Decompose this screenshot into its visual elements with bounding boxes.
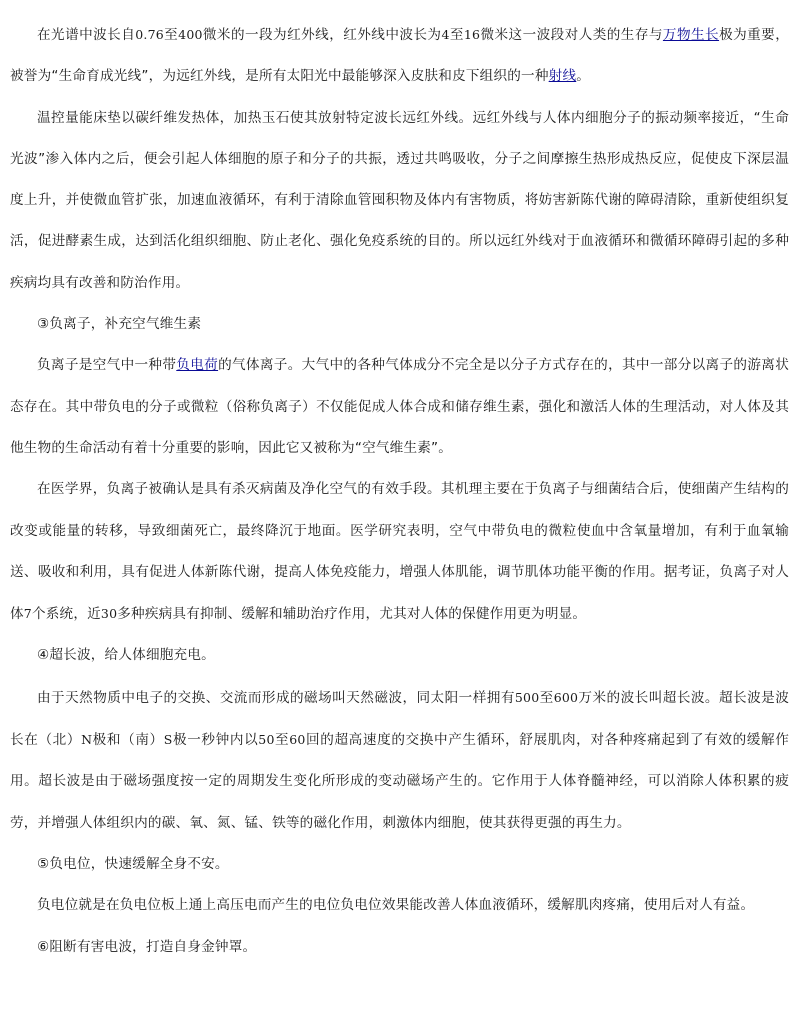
paragraph-far-infrared-intro	[10, 14, 789, 98]
text-segment: ⑥阻断有害电波，打造自身金钟罩。	[37, 938, 257, 955]
paragraph-far-infrared-mattress	[10, 98, 789, 304]
text-segment: 个系统，近	[31, 606, 101, 623]
text-segment: 至	[163, 27, 179, 43]
text-segment: 在光谱中波长自	[37, 27, 136, 43]
inline-number: N	[81, 732, 93, 748]
text-segment: 温控量能床垫以碳纤维发热体，加热玉石使其放射特定波长远红外线。远红外线与人体内细胞分子的振动频率接近，“生命光波”渗入体内之后，便会引起人体细胞的原子和分子的共振，透过共鸣吸收，分子之间摩擦生热形成热反应，促使皮下深层温度上升，并使微血管扩张，加速血液循环，有利于清除血管囤积物及体内有害物质，将妨害新陈代谢的障碍清除，重新使组织复活，促进酵素生成，达到活化组织细胞、防止老化、强化免疫系统的目的。所以远红外线对于血液循环和微循环障碍引起的多种疾病均具有改善和防治作用。	[10, 109, 789, 291]
text-segment: 负离子是空气中一种带	[37, 357, 177, 374]
text-segment: ④超长波，给人体细胞充电。	[37, 647, 215, 664]
text-segment: 至	[539, 689, 554, 706]
inline-number: 50	[258, 732, 275, 748]
text-segment: 由于天然物质中电子的交换、交流而形成的磁场叫天然磁波，同太阳一样拥有	[37, 689, 515, 706]
text-segment: 在医学界，负离子被确认是具有杀灭病菌及净化空气的有效手段。其机理主要在于负离子与细菌结合后，使细菌产生结构的改变或能量的转移，导致细菌死亡，最终降沉于地面。医学研究表明，空气中带负电的微粒使血中含氧量增加，有利于血氧输送、吸收和利用，具有促进人体新陈代谢，提高人体免疫能力，增强人体肌能，调节肌体功能平衡的作用。据考证，负离子对人体	[10, 481, 789, 623]
text-segment: 微米这一波段对人类的生存与	[480, 27, 663, 43]
text-segment: ③负离子，补充空气维生素	[37, 316, 202, 333]
text-segment: 极一秒钟内以	[172, 732, 259, 749]
text-segment: 极和（南）	[92, 732, 164, 749]
text-segment: 多种疾病具有抑制、缓解和辅助治疗作用，尤其对人体的保健作用更为明显。	[117, 606, 587, 623]
inline-number: 4	[441, 27, 450, 42]
text-segment: 负电位就是在负电位板上通上高压电而产生的电位负电位效果能改善人体血液循环，缓解肌肉疼痛，使用后对人有益。	[37, 897, 755, 914]
text-segment: 至	[449, 27, 464, 43]
text-segment: 回的超高速度的交换中产生循环，舒展肌肉，对各种疼痛起到了有效的缓解作用。超长波是由于磁场强度按一定的周期发生变化所形成的变动磁场产生的。它作用于人体脊髓神经，可以消除人体积累的疲劳，并增强人体组织内的碳、氧、氮、锰、铁等的磁化作用，刺激体内细胞，使其获得更强的再生力。	[10, 732, 790, 831]
text-segment: 。	[576, 68, 591, 85]
heading-negative-potential	[10, 844, 789, 885]
inline-number: 500	[514, 689, 540, 705]
text-segment: 至	[274, 732, 290, 749]
inline-number: 30	[100, 606, 118, 622]
heading-negative-ion	[10, 304, 789, 345]
paragraph-negative-ion-medical	[10, 469, 789, 635]
heading-block-harmful-waves	[10, 927, 789, 968]
inline-number: 400	[178, 27, 203, 42]
text-segment: 极为重要，被誉为“生命育成光线”，为远红外线，是所有太阳光中最能够深入皮肤和皮下组织的一种	[10, 27, 789, 85]
paragraph-negative-potential	[10, 885, 789, 926]
text-segment: ⑤负电位，快速缓解全身不安。	[37, 855, 229, 872]
text-segment: 万米的波长叫超长波。超长波是波长在（北）	[10, 689, 790, 749]
paragraph-negative-ion-definition	[10, 345, 789, 469]
text-segment: 微米的一段为红外线，红外线中波长为	[202, 27, 442, 43]
inline-number: S	[163, 732, 173, 748]
link-fudianhe[interactable]: 负电荷	[176, 357, 219, 374]
inline-number: 7	[23, 606, 32, 622]
inline-number: 16	[463, 27, 481, 42]
link-wanwu-shengzhang[interactable]: 万物生长	[662, 27, 720, 43]
link-shexian[interactable]: 射线	[548, 68, 577, 85]
inline-number: 0.76	[135, 27, 164, 42]
heading-ultra-long-wave	[10, 635, 789, 676]
paragraph-ultra-long-wave	[10, 677, 789, 844]
text-segment: 的气体离子。大气中的各种气体成分不完全是以分子方式存在的，其中一部分以离子的游离状态存在。其中带负电的分子或微粒（俗称负离子）不仅能促成人体合成和储存维生素，强化和激活人体的生理活动，对人体及其他生物的生命活动有着十分重要的影响，因此它又被称为“空气维生素”。	[10, 357, 789, 456]
inline-number: 60	[289, 732, 306, 748]
inline-number: 600	[553, 689, 579, 705]
